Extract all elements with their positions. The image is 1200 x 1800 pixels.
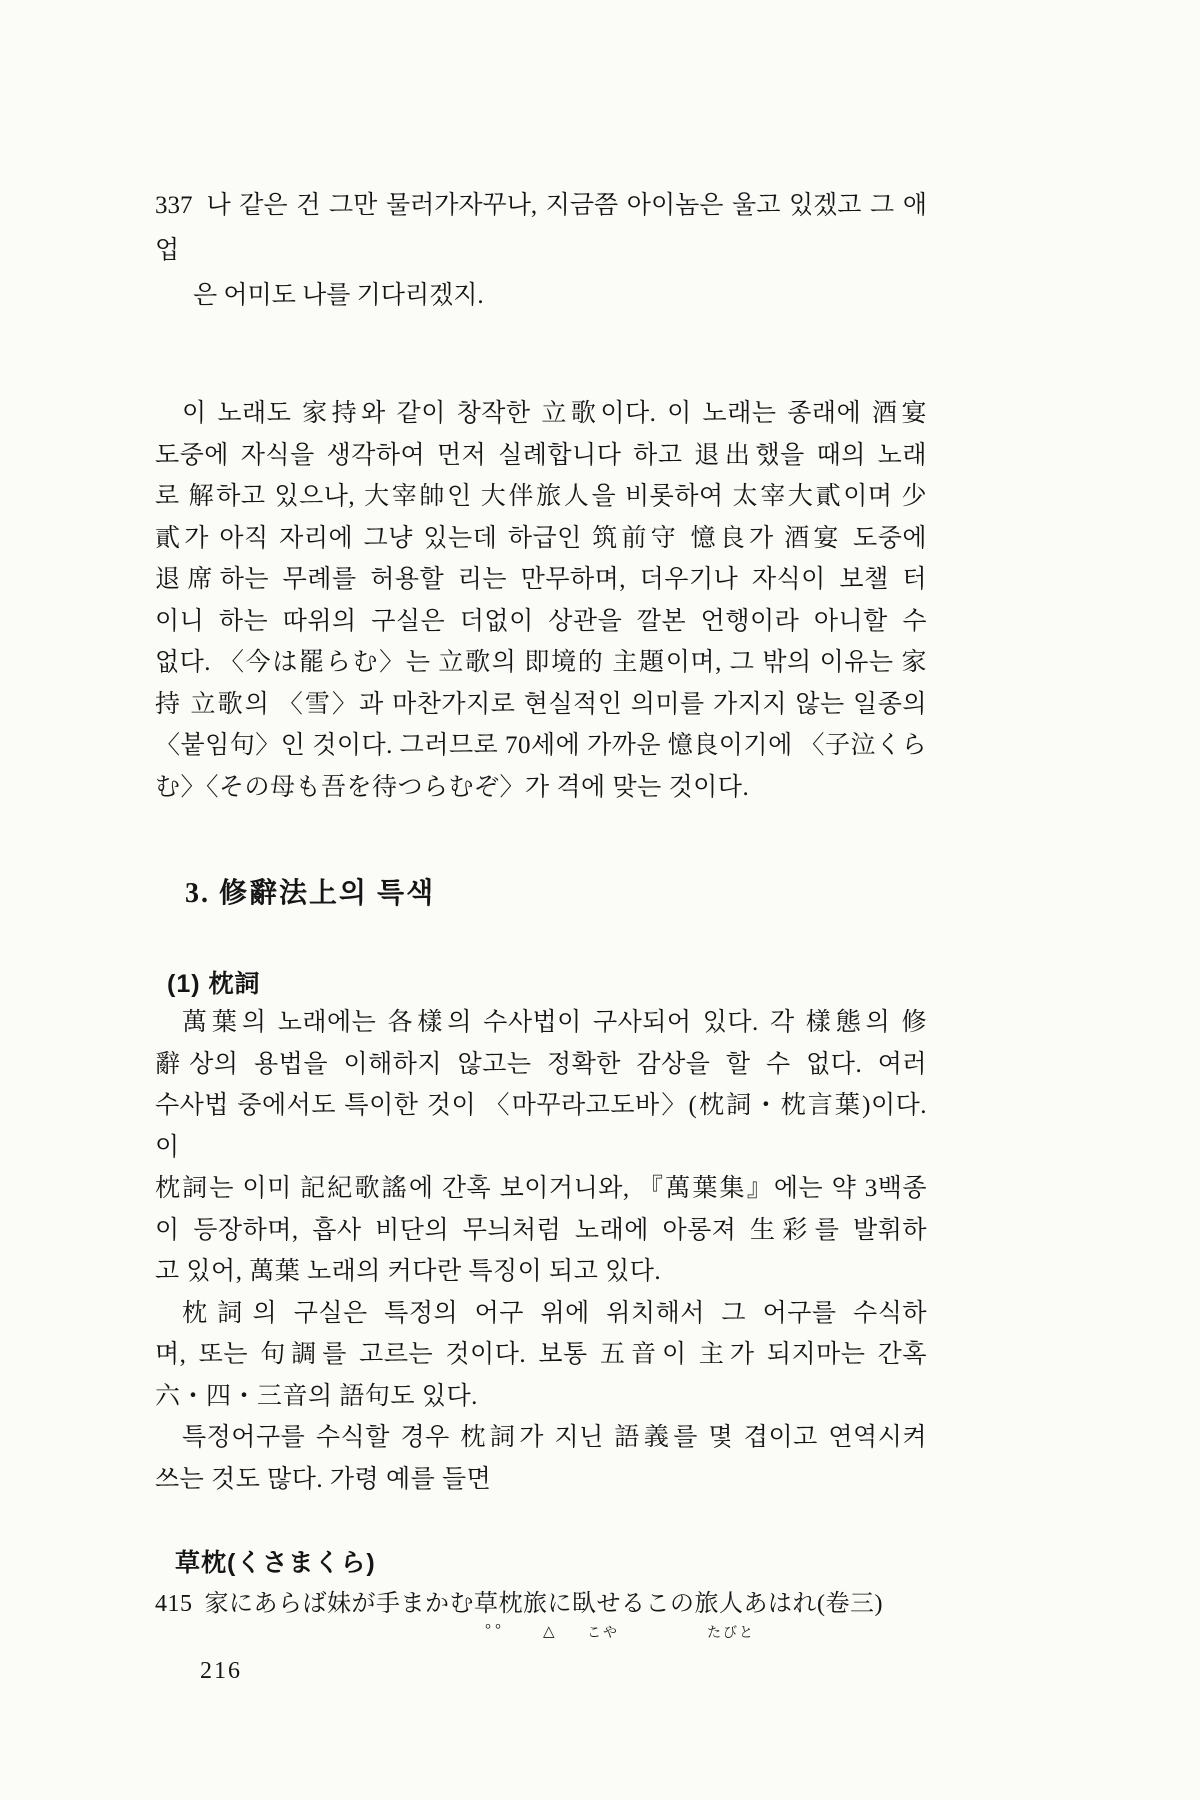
text-line: 없다. 〈今は罷らむ〉는 立歌의 即境的 主題이며, 그 밖의 이유는 家: [155, 649, 927, 676]
triangle-mark: △: [543, 1624, 559, 1640]
text-line: 특정어구를 수식할 경우 枕詞가 지닌 語義를 몇 겹이고 연역시켜: [182, 1424, 927, 1451]
text-line: 도중에 자식을 생각하여 먼저 실례합니다 하고 退出했을 때의 노래: [155, 441, 927, 469]
ring-marks: °°: [485, 1622, 505, 1638]
furigana-tabito: たびと: [707, 1626, 755, 1641]
text-line: 이 노래도 家持와 같이 창작한 立歌이다. 이 노래는 종래에 酒宴: [182, 400, 927, 427]
verse-annotations: [155, 1622, 927, 1646]
text-line: 쓰는 것도 많다. 가령 예를 들면: [155, 1465, 492, 1493]
subsection-heading: (1) 枕詞: [167, 970, 261, 998]
poem-text: 나 같은 건 그만 물러가자꾸나, 지금쯤 아이놈은 울고 있겠고 그 애 업: [155, 192, 927, 264]
text-line: 枕詞는 이미 記紀歌謠에 간혹 보이거니와, 『萬葉集』에는 약 3백종: [155, 1175, 927, 1202]
paragraph-commentary: [155, 393, 927, 808]
text-line: 辭상의 용법을 이해하지 않고는 정확한 감상을 할 수 없다. 여러: [155, 1050, 927, 1078]
text-line: 고 있어, 萬葉 노래의 커다란 특징이 되고 있다.: [155, 1258, 662, 1285]
text-line: 持 立歌의 〈雪〉과 마찬가지로 현실적인 의미를 가지지 않는 일종의: [155, 690, 927, 718]
text-line: 이니 하는 따위의 구실은 더없이 상관을 깔본 언행이라 아니할 수: [155, 607, 927, 635]
verse-example: [155, 1544, 927, 1646]
text-line: 수사법 중에서도 특이한 것이 〈마꾸라고도바〉(枕詞・枕言葉)이다. 이: [155, 1092, 927, 1161]
verse-text: 家にあらば妹が手まかむ草枕旅に臥せるこの旅人あはれ(卷三): [204, 1591, 883, 1617]
text-line: 六・四・三音의 語句도 있다.: [155, 1382, 478, 1410]
poem-quote: [155, 183, 927, 318]
text-line: 로 解하고 있으나, 大宰帥인 大伴旅人을 비롯하여 太宰大貳이며 少: [155, 483, 927, 510]
verse-line: [155, 1586, 927, 1622]
text-line: 〈붙임句〉인 것이다. 그러므로 70세에 가까운 憶良이기에 〈子泣くら: [155, 732, 927, 759]
verse-example-title: 草枕(くさまくら): [175, 1549, 376, 1577]
poem-quote-line: 은 어미도 나를 기다리겠지.: [193, 282, 484, 309]
text-block: [155, 0, 927, 1686]
paragraph-makurakotoba-intro: [155, 1002, 927, 1293]
poem-number: 337: [155, 192, 193, 219]
text-line: 貳가 아직 자리에 그냥 있는데 하급인 筑前守 憶良가 酒宴 도중에: [155, 524, 927, 552]
section-heading: 3. 修辭法上의 특색: [185, 878, 436, 909]
paragraph-example-intro: [155, 1417, 927, 1500]
text-line: 이 등장하며, 흡사 비단의 무늬처럼 노래에 아롱져 生彩를 발휘하: [155, 1216, 927, 1244]
verse-number: 415: [155, 1591, 193, 1617]
text-line: 萬葉의 노래에는 各樣의 수사법이 구사되어 있다. 각 樣態의 修: [182, 1009, 927, 1036]
text-line: む〉〈その母も吾を待つらむぞ〉가 격에 맞는 것이다.: [155, 773, 750, 801]
text-line: 枕詞의 구실은 특정의 어구 위에 위치해서 그 어구를 수식하: [182, 1299, 927, 1327]
furigana-koya: こや: [587, 1626, 619, 1641]
paragraph-makurakotoba-role: [155, 1293, 927, 1418]
text-line: 며, 또는 句調를 고르는 것이다. 보통 五音이 主가 되지마는 간혹: [155, 1341, 927, 1368]
page-number: 216: [200, 1658, 242, 1684]
text-line: 退席하는 무례를 허용할 리는 만무하며, 더우기나 자식이 보챌 터: [155, 566, 927, 593]
poem-quote-line: [155, 183, 927, 273]
